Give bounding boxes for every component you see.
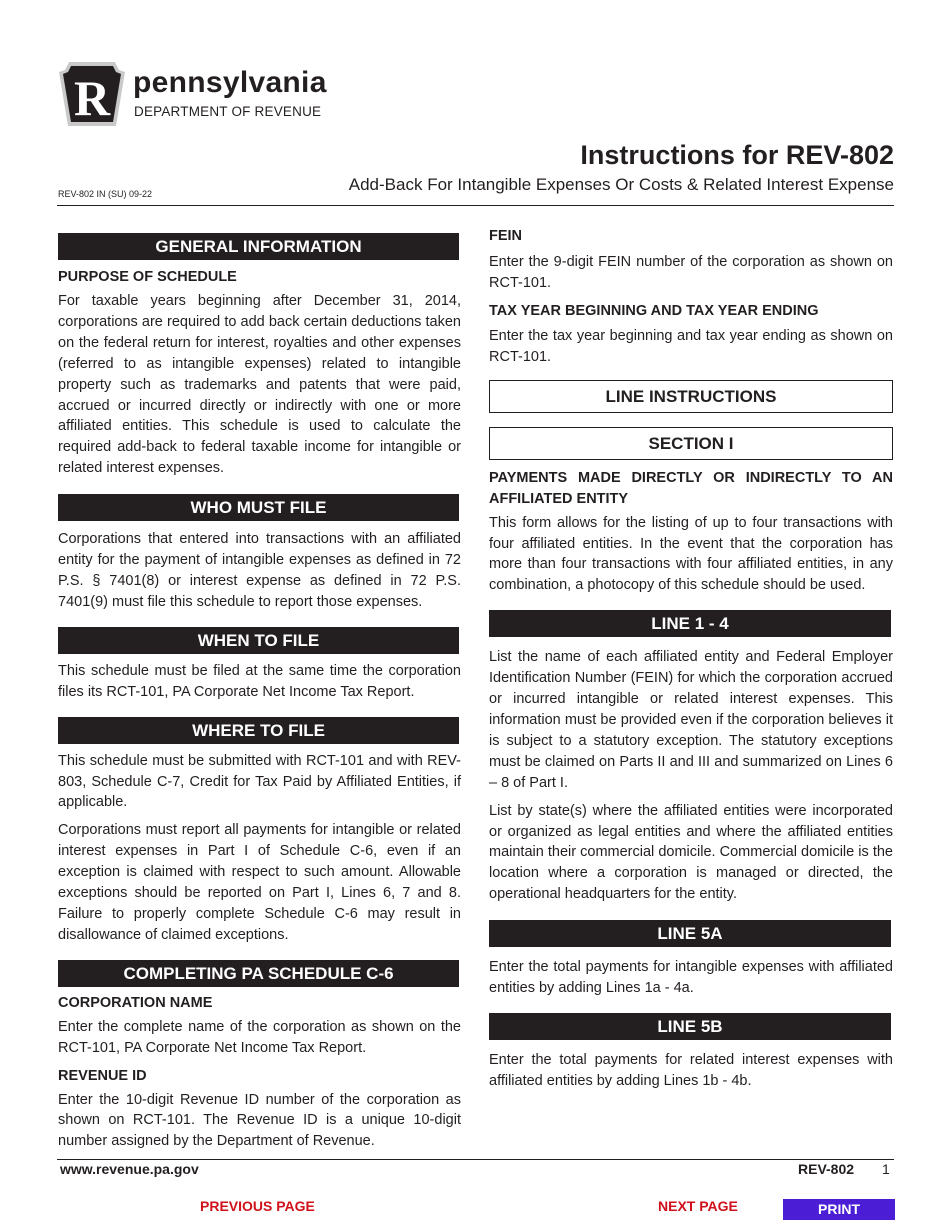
subheading-corporation-name: CORPORATION NAME (58, 994, 213, 1011)
heading-completing-schedule: COMPLETING PA SCHEDULE C-6 (58, 960, 459, 987)
text-purpose-of-schedule: For taxable years beginning after December 31, 2014, corporations are required to add back certain deductions taken on the federal return for interest, royalties and other expenses (referred to as intangible expenses) related to intangible property such as trademarks and patents that were paid, accrued or incurred directly or indirectly with one or more affiliated entities. This schedule is used to calculate the required add-back to federal taxable income for intangible or related interest expenses. (58, 293, 461, 477)
text-corporation-name: Enter the complete name of the corporation as shown on the RCT-101, PA Corporate Net Income Tax Report. (58, 1018, 461, 1056)
subheading-fein: FEIN (489, 228, 523, 244)
document-title: Instructions for REV-802 (580, 140, 894, 170)
text-where-to-file-2: Corporations must report all payments for intangible or related interest expenses in Part I of Schedule C-6, even if an exception is claimed with respect to such amount. Allowable exceptions should be reported on Part I, Lines 6, 7 and 8. Failure to properly complete Schedule C-6 may result in disallowance of claimed exceptions. (58, 822, 461, 943)
subheading-purpose-of-schedule: PURPOSE OF SCHEDULE (58, 269, 237, 285)
text-payments: This form allows for the listing of up to four transactions with four affiliated entities. In the event that the corporation has more than four transactions with four affiliated entities, in any combination, a photocopy of this schedule should be used. (489, 514, 893, 594)
document-subtitle: Add-Back For Intangible Expenses Or Costs & Related Interest Expense (348, 175, 894, 194)
text-tax-year: Enter the tax year beginning and tax year ending as shown on RCT-101. (489, 327, 893, 365)
subheading-payments: PAYMENTS MADE DIRECTLY OR INDIRECTLY TO AN AFFILIATED ENTITY (489, 469, 893, 507)
logo-department: DEPARTMENT OF REVENUE (134, 104, 322, 119)
footer-form-number: REV-802 (798, 1161, 855, 1177)
heading-general-information: GENERAL INFORMATION (58, 233, 459, 260)
text-when-to-file: This schedule must be filed at the same time the corporation files its RCT-101, PA Corporate Net Income Tax Report. (58, 662, 461, 700)
footer-divider (57, 1159, 894, 1160)
text-line-1-4-a: List the name of each affiliated entity and Federal Employer Identification Number (FEIN) for which the corporation accrued or incurred intangible or related interest expenses. This information must be provided even if the corporation believes it is subject to a statutory exception. The statutory exceptions must be claimed on Parts II and III and summarized on Lines 6 – 8 of Part I. (489, 649, 893, 791)
text-line-5b: Enter the total payments for related interest expenses with affiliated entities by adding Lines 1b - 4b. (489, 1051, 893, 1089)
heading-where-to-file: WHERE TO FILE (58, 717, 459, 744)
keystone-icon (57, 60, 127, 130)
subheading-revenue-id: REVENUE ID (58, 1067, 147, 1084)
subheading-tax-year: TAX YEAR BEGINNING AND TAX YEAR ENDING (489, 302, 819, 319)
heading-line-5a: LINE 5A (489, 920, 891, 947)
text-who-must-file: Corporations that entered into transactions with an affiliated entity for the payment of intangible expenses as defined in 72 P.S. § 7401(8) or interest expense as defined in 72 P.S. 7401(9) must file this schedule to report those expenses. (58, 531, 461, 610)
logo-wordmark: pennsylvania (133, 66, 327, 99)
heading-line-instructions: LINE INSTRUCTIONS (489, 380, 893, 413)
heading-who-must-file: WHO MUST FILE (58, 494, 459, 521)
logo-letter: R (73, 70, 111, 126)
heading-section-one: SECTION I (489, 427, 893, 460)
text-where-to-file-1: This schedule must be submitted with RCT-101 and with REV-803, Schedule C-7, Credit for Tax Paid by Affiliated Entities, if applicable. (58, 752, 461, 811)
header-divider (57, 205, 894, 206)
footer-website: www.revenue.pa.gov (60, 1161, 199, 1177)
heading-line-1-4: LINE 1 - 4 (489, 610, 891, 637)
heading-line-5b: LINE 5B (489, 1013, 891, 1040)
right-column (489, 226, 893, 1092)
left-column (58, 226, 461, 1152)
form-code: REV-802 IN (SU) 09-22 (58, 189, 153, 199)
text-fein: Enter the 9-digit FEIN number of the corporation as shown on RCT-101. (489, 254, 893, 291)
next-page-button[interactable]: NEXT PAGE (658, 1198, 738, 1214)
text-line-1-4-b: List by state(s) where the affiliated entities were incorporated or organized as legal entities and where the affiliated entities maintain their commercial domicile. Commercial domicile is the location where a corporation is managed or directed, the operational headquarters for the entity. (489, 802, 893, 903)
heading-when-to-file: WHEN TO FILE (58, 627, 459, 654)
print-button[interactable]: PRINT (783, 1199, 895, 1220)
text-line-5a: Enter the total payments for intangible expenses with affiliated entities by adding Lines 1a - 4a. (489, 959, 893, 997)
footer-page-number: 1 (882, 1161, 890, 1177)
previous-page-button[interactable]: PREVIOUS PAGE (200, 1198, 315, 1214)
text-revenue-id: Enter the 10-digit Revenue ID number of the corporation as shown on RCT-101. The Revenue ID is a unique 10-digit number assigned by the Department of Revenue. (58, 1091, 461, 1150)
pa-revenue-logo (57, 60, 337, 132)
